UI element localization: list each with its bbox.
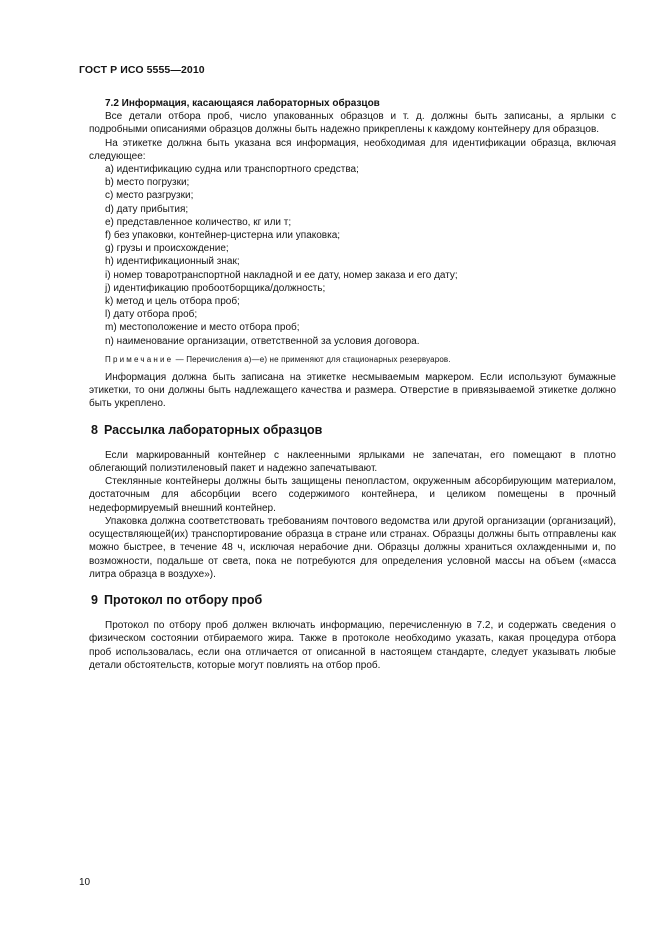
paragraph: Информация должна быть записана на этикетке несмываемым маркером. Если используют бумажные этикетки, то они должны быть надлежащего качества и размера. Отверстие в привязываемой этикетке должно быть укреплено. [89,372,616,410]
paragraph: Упаковка должна соответствовать требованиям почтового ведомства или другой организации (организаций), осуществляющей(их) транспортирование образца в стране или странах. Образцы должны быть отправлены как можно быстрее, в течение 48 ч, исключая нерабочие дни. Образцы должны храниться охлажденными и, по возможности, подальше от света, пока не потребуются для определения условной массы на объем («масса литра образца в воздухе»). [89,515,616,580]
paragraph: На этикетке должна быть указана вся информация, необходимая для идентификации образца, включая следующее: [89,137,616,162]
list-item: b) место погрузки; [105,177,190,189]
list-item: l) дату отбора проб; [105,309,198,321]
paragraph: Если маркированный контейнер с наклеенными ярлыками не запечатан, его помещают в плотно облегающий полиэтиленовый пакет и надежно запечатывают. [89,449,616,475]
section-9-heading [91,594,616,607]
section-title: Протокол по отбору проб [103,592,263,607]
document-body [89,97,616,672]
list-item: k) метод и цель отбора проб; [105,296,240,308]
paragraph: Все детали отбора проб, число упакованных образцов и т. д. должны быть записаны, а ярлыки с подробными описаниями образцов должны быть надежно прикреплены к каждому контейнеру для образцов. [89,111,616,136]
section-8-heading [91,424,616,437]
list-item: h) идентификационный знак; [105,256,240,268]
list-item: g) грузы и происхождение; [105,243,229,255]
list-item: e) представленное количество, кг или т; [105,216,292,228]
note [105,353,616,366]
list-item: c) место разгрузки; [105,190,194,202]
note-text: — Перечисления а)—е) не применяют для стационарных резервуаров. [173,354,451,364]
document-header: ГОСТ Р ИСО 5555—2010 [79,64,205,76]
list-item: j) идентификацию пробоотборщика/должность; [105,282,326,294]
section-title: Рассылка лабораторных образцов [103,422,323,437]
note-label: Примечание [105,354,174,364]
subsection-7-2-title: 7.2 Информация, касающаяся лабораторных образцов [105,98,380,109]
list-item: i) номер товаротранспортной накладной и ее дату, номер заказа и его дату; [105,269,458,281]
list-item: m) местоположение и место отбора проб; [105,322,300,334]
list-item: a) идентификацию судна или транспортного средства; [105,164,359,176]
list-item: f) без упаковки, контейнер-цистерна или упаковка; [105,230,341,242]
list-item: d) дату прибытия; [105,203,189,215]
page-number: 10 [79,877,91,888]
paragraph: Стеклянные контейнеры должны быть защищены пенопластом, окруженным абсорбирующим материалом, достаточным для абсорбции всего содержимого контейнера, и целиком помещены в прочный недеформируемый внешний контейнер. [89,476,616,514]
list-item: n) наименование организации, ответственной за условия договора. [105,335,420,347]
section-number: 8 [91,422,98,437]
label-info-list [89,163,616,348]
paragraph: Протокол по отбору проб должен включать информацию, перечисленную в 7.2, и содержать сведения о физическом состоянии отбираемого жира. Также в протоколе необходимо указать, какая процедура отбора проб использовалась, если она отличается от описанной в настоящем стандарте, следует указывать любые детали обстоятельств, которые могут повлиять на отбор проб. [89,620,616,671]
section-number: 9 [91,592,98,607]
